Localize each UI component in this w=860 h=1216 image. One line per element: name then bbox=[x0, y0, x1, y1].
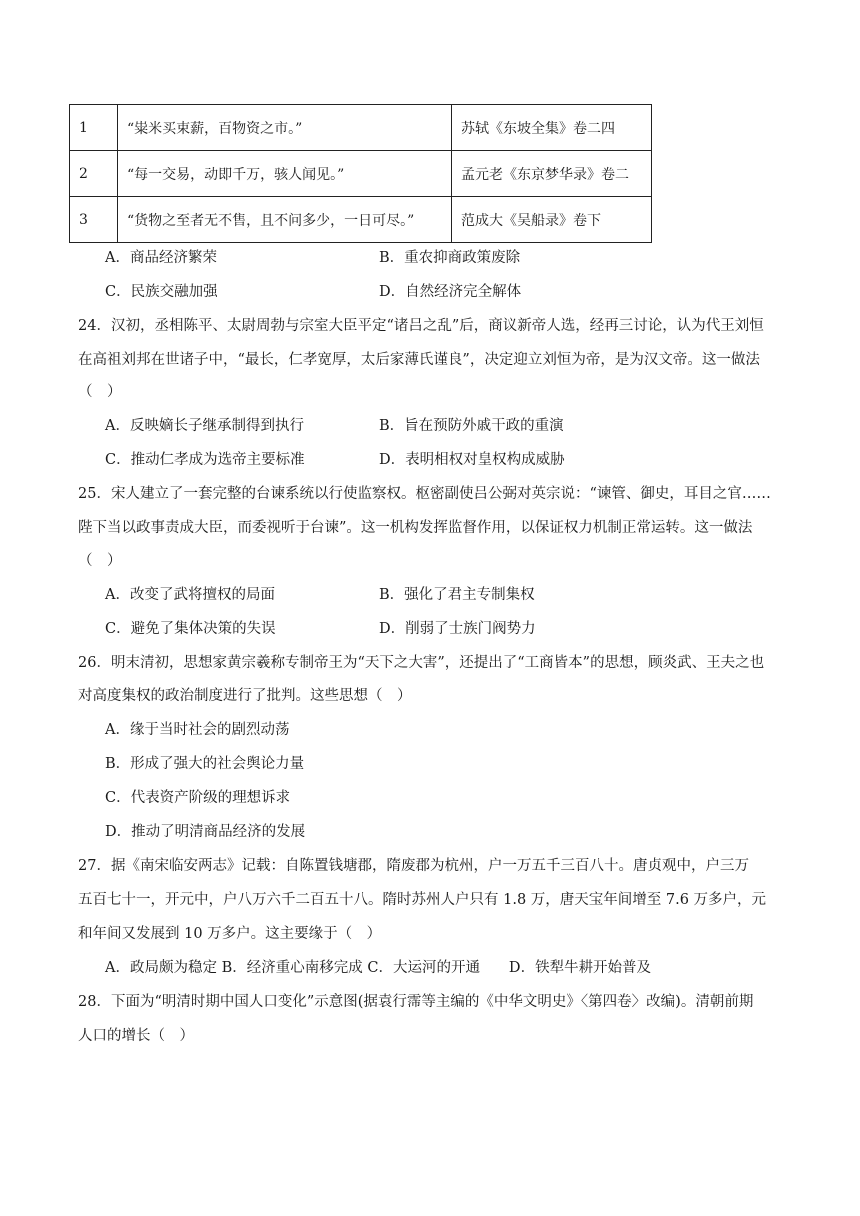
table-row bbox=[70, 197, 652, 243]
row-number: 1 bbox=[70, 105, 118, 151]
row-source: 孟元老《东京梦华录》卷二 bbox=[452, 151, 652, 197]
q26-option-a: A．缘于当时社会的剧烈动荡 bbox=[105, 722, 290, 738]
q24-stem-line: （ ） bbox=[78, 384, 122, 400]
row-source: 苏轼《东坡全集》卷二四 bbox=[452, 105, 652, 151]
source-table bbox=[69, 104, 652, 243]
row-quote: “粜米买束薪，百物资之市。” bbox=[118, 105, 452, 151]
q28-stem-line: 28．下面为“明清时期中国人口变化”示意图(据袁行霈等主编的《中华文明史》〈第四卷〉改编)。清朝前期 bbox=[78, 994, 754, 1010]
q24-option-a: A．反映嫡长子继承制得到执行 bbox=[105, 418, 304, 434]
row-number: 3 bbox=[70, 197, 118, 243]
q25-option-b: B．强化了君主专制集权 bbox=[379, 587, 535, 603]
q27-options: A．政局颇为稳定 B．经济重心南移完成 C．大运河的开通 D．铁犁牛耕开始普及 bbox=[105, 960, 652, 976]
q25-stem-line: 25．宋人建立了一套完整的台谏系统以行使监察权。枢密副使吕公弼对英宗说：“谏管、御史，耳目之官…… bbox=[78, 486, 771, 502]
row-number: 2 bbox=[70, 151, 118, 197]
row-source: 范成大《吴船录》卷下 bbox=[452, 197, 652, 243]
q27-stem-line: 和年间又发展到 10 万多户。这主要缘于（ ） bbox=[78, 926, 382, 942]
table-row bbox=[70, 151, 652, 197]
q26-stem-line: 对高度集权的政治制度进行了批判。这些思想（ ） bbox=[78, 688, 412, 704]
q24-option-c: C．推动仁孝成为选帝主要标准 bbox=[105, 452, 305, 468]
table-row bbox=[70, 105, 652, 151]
q23-option-c: C．民族交融加强 bbox=[105, 284, 218, 300]
q26-option-c: C．代表资产阶级的理想诉求 bbox=[105, 790, 291, 806]
q24-option-b: B．旨在预防外戚干政的重演 bbox=[379, 418, 564, 434]
q25-stem-line: 陛下当以政事责成大臣，而委视听于台谏”。这一机构发挥监督作用，以保证权力机制正常运转。这一做法 bbox=[78, 520, 753, 536]
q25-option-d: D．削弱了士族门阀势力 bbox=[379, 621, 536, 637]
q26-option-d: D．推动了明清商品经济的发展 bbox=[105, 824, 306, 840]
q23-option-b: B．重农抑商政策废除 bbox=[379, 250, 521, 266]
row-quote: “货物之至者无不售，且不问多少，一日可尽。” bbox=[118, 197, 452, 243]
q27-stem-line: 27．据《南宋临安两志》记载：自陈置钱塘郡，隋废郡为杭州，户一万五千三百八十。唐贞观中，户三万 bbox=[78, 858, 749, 874]
q27-stem-line: 五百七十一，开元中，户八万六千二百五十八。隋时苏州人户只有 1.8 万，唐天宝年间增至 7.6 万多户，元 bbox=[78, 892, 767, 908]
q24-stem-line: 在高祖刘邦在世诸子中，“最长，仁孝宽厚，太后家薄氏谨良”，决定迎立刘恒为帝，是为汉文帝。这一做法 bbox=[78, 352, 760, 368]
q23-option-d: D．自然经济完全解体 bbox=[379, 284, 522, 300]
q25-option-a: A．改变了武将擅权的局面 bbox=[105, 587, 275, 603]
q28-stem-line: 人口的增长（ ） bbox=[78, 1028, 194, 1044]
row-quote: “每一交易，动即千万，骇人闻见。” bbox=[118, 151, 452, 197]
q26-stem-line: 26．明末清初，思想家黄宗羲称专制帝王为“天下之大害”，还提出了“工商皆本”的思想，顾炎武、王夫之也 bbox=[78, 655, 765, 671]
q24-option-d: D．表明相权对皇权构成威胁 bbox=[379, 452, 565, 468]
q25-stem-line: （ ） bbox=[78, 553, 122, 569]
q25-option-c: C．避免了集体决策的失误 bbox=[105, 621, 276, 637]
q23-option-a: A．商品经济繁荣 bbox=[105, 250, 217, 266]
q26-option-b: B．形成了强大的社会舆论力量 bbox=[105, 756, 305, 772]
q24-stem-line: 24．汉初，丞相陈平、太尉周勃与宗室大臣平定“诸吕之乱”后，商议新帝人选，经再三讨论，认为代王刘恒 bbox=[78, 318, 764, 334]
